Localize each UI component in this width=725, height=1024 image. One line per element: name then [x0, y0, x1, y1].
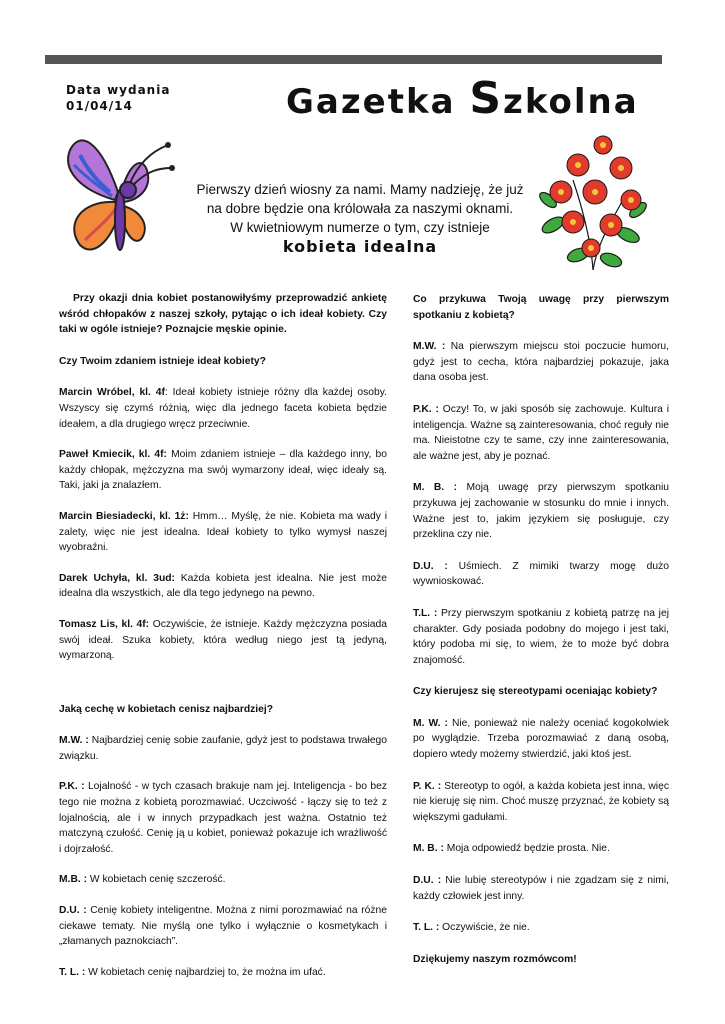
answer-1-1	[59, 385, 387, 432]
answer-3-3	[413, 480, 669, 542]
answer-author: T. L. :	[413, 922, 440, 934]
title-part2: zkolna	[503, 82, 639, 122]
intro-line-1: Pierwszy dzień wiosny za nami. Mamy nadzieję, że już	[196, 182, 524, 197]
question-4: Czy kierujesz się stereotypami oceniając kobiety?	[413, 686, 658, 698]
intro-block	[185, 180, 535, 256]
answer-author: M. B. :	[413, 843, 444, 855]
answer-text: Oczywiście, że nie.	[439, 922, 530, 934]
butterfly-icon	[60, 130, 180, 265]
question-3: Co przykuwa Twoją uwagę przy pierwszym spotkaniu z kobietą?	[413, 294, 669, 321]
right-column	[413, 292, 669, 967]
left-column	[59, 291, 387, 980]
question-1: Czy Twoim zdaniem istnieje ideał kobiety?	[59, 355, 266, 367]
answer-author: M. B. :	[413, 482, 458, 494]
answer-text: Hmm… Myślę, że nie. Kobieta ma wady i zalety, więc nie jest idealna. Ideał kobiety to tylko wymysł naszej wyobraźni.	[59, 510, 387, 554]
answer-author: D.U. :	[413, 560, 448, 572]
answer-author: M.B. :	[59, 874, 88, 886]
answer-1-2	[59, 447, 387, 494]
answer-author: D.U. :	[59, 905, 87, 917]
answer-author: M.W. :	[413, 341, 446, 353]
answer-author: Darek Uchyła, kl. 3ud:	[59, 572, 175, 584]
answer-text: Uśmiech. Z mimiki twarzy mogę dużo wywnioskować.	[413, 560, 669, 588]
answer-3-1	[413, 339, 669, 386]
answer-author: P.K. :	[413, 403, 439, 415]
answer-author: T. L. :	[59, 966, 86, 978]
answer-text: W kobietach cenię najbardziej to, że można im ufać.	[85, 966, 326, 978]
answer-author: P. K. :	[413, 780, 442, 792]
answer-author: D.U. :	[413, 875, 442, 887]
title-part1: Gazetka	[286, 82, 470, 122]
intro-line-3: W kwietniowym numerze o tym, czy istnieje	[230, 220, 490, 235]
newspaper-title	[286, 73, 639, 124]
answer-text: Lojalność - w tych czasach brakuje nam jej. Inteligencja - bo bez tego nie można z kobietą porozmawiać. Uczciwość - łączy się to też z lojalnością, ale i w innych przypadkach jest ważna. Ostatnio też matczyną czułość. Cenię ją u kobiet, ponieważ pokazuje ich wrażliwość i dojrzałość.	[59, 781, 387, 855]
answer-text: Moją uwagę przy pierwszym spotkaniu przykuwa jej zachowanie w stosunku do mnie i innych. Ważne jest to, jakim językiem się posługuje, czy przeklina czy nie.	[413, 482, 670, 541]
answer-text: Cenię kobiety inteligentne. Można z nimi porozmawiać na różne ciekawe tematy. Nie myślą one tylko i wyłącznie o kosmetykach i „złamanych paznokciach”.	[59, 905, 387, 948]
issue-label: Data wydania	[66, 83, 171, 97]
answer-3-2	[413, 402, 669, 464]
answer-3-4	[413, 559, 669, 590]
answer-2-1	[59, 733, 387, 764]
answer-author: T.L. :	[413, 607, 438, 619]
answer-text: Oczywiście, że istnieje. Każdy mężczyzna posiada swój ideał. Szuka kobiety, która według niego jest tą jedyną, wymarzoną.	[59, 618, 387, 662]
answer-1-3	[59, 509, 387, 556]
answer-4-2	[413, 779, 669, 826]
title-cap: S	[469, 73, 504, 124]
top-rule	[45, 55, 662, 64]
answer-4-5	[413, 920, 669, 936]
answer-1-5	[59, 617, 387, 664]
answer-text: : Ideał kobiety istnieje różny dla każdej osoby. Wszyscy się czymś różnią, więc dla jednego faceta kobieta będzie ideałem, a dla drugiego wręcz przeciwnie.	[59, 387, 387, 430]
answer-author: M.W. :	[59, 735, 89, 747]
answer-author: M. W. :	[413, 717, 448, 729]
issue-date: 01/04/14	[66, 99, 133, 113]
lead-text: Przy okazji dnia kobiet postanowiłyśmy przeprowadzić ankietę wśród chłopaków z naszej szkoły, pytając o ich ideał kobiety. Czy taki w ogóle istnieje? Poznajcie męskie opinie.	[59, 293, 387, 336]
answer-4-3	[413, 841, 669, 857]
answer-2-4	[59, 903, 387, 950]
intro-line-2: na dobre będzie ona królowała za naszymi oknami.	[206, 201, 514, 216]
answer-author: Marcin Biesiadecki, kl. 1ż:	[59, 510, 189, 522]
answer-4-1	[413, 716, 669, 763]
intro-highlight: kobieta idealna	[282, 237, 438, 256]
answer-author: Paweł Kmiecik, kl. 4f:	[59, 449, 167, 461]
answer-1-4	[59, 571, 387, 602]
answer-author: Tomasz Lis, kl. 4f:	[59, 618, 150, 630]
answer-text: Przy pierwszym spotkaniu z kobietą patrzę na jej charakter. Gdy posiada podobny do mojego i jest taki, który podoba mi się, to wiem, że to może być dobra znajomość.	[413, 607, 669, 666]
lead-paragraph	[59, 291, 387, 338]
thanks-line: Dziękujemy naszym rozmówcom!	[413, 953, 577, 965]
answer-text: Moja odpowiedź będzie prosta. Nie.	[443, 843, 610, 855]
answer-text: Nie lubię stereotypów i nie zgadzam się z nimi, każdy człowiek jest inny.	[413, 875, 669, 902]
answer-text: W kobietach cenię szczerość.	[87, 874, 226, 886]
answer-text: Na pierwszym miejscu stoi poczucie humoru, gdyż jest to cecha, która najbardziej pokazuje, jaka dana osoba jest.	[413, 341, 669, 384]
answer-text: Nie, ponieważ nie należy oceniać kogokolwiek po wyglądzie. Trzeba porozmawiać z daną osobą, dopiero wtedy możemy stwierdzić, jaki ktoś jest.	[413, 717, 669, 761]
question-2: Jaką cechę w kobietach cenisz najbardziej?	[59, 703, 274, 715]
flower-bouquet-icon	[533, 130, 653, 275]
issue-date-block	[66, 82, 170, 114]
answer-3-5	[413, 606, 669, 668]
answer-text: Moim zdaniem istnieje – dla każdego inny, bo każdy chłopak, mężczyzna ma swój wymarzony ideał, więc ideały są. Taki, jaki ja znalazłem.	[59, 449, 387, 492]
answer-author: P.K. :	[59, 781, 85, 793]
answer-text: Najbardziej cenię sobie zaufanie, gdyż jest to podstawa trwałego związku.	[59, 735, 388, 762]
answer-text: Stereotyp to ogół, a każda kobieta jest inna, więc nie kieruję się nim. Choć muszę przyznać, że kobiety są większymi gadułami.	[413, 780, 669, 823]
answer-text: Oczy! To, w jaki sposób się zachowuje. Kultura i inteligencja. Ważne są zainteresowania, choć reguły nie ma. Nieistotne czy te same, czy inne zainteresowania, ale ważne jest, aby je poznać.	[413, 403, 669, 462]
answer-text: Każda kobieta jest idealna. Nie jest może idealna dla wszystkich, ale dla tego jedynego na pewno.	[59, 572, 387, 600]
answer-2-2	[59, 779, 387, 857]
answer-4-4	[413, 873, 669, 904]
answer-2-5	[59, 965, 387, 981]
answer-2-3	[59, 872, 387, 888]
answer-author: Marcin Wróbel, kl. 4f	[59, 387, 165, 399]
